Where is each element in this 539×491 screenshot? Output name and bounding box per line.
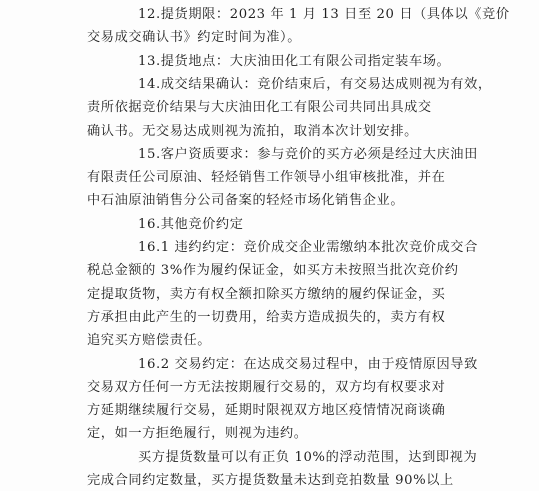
clause-16-1-line-3: 定提取货物，卖方有权全额扣除买方缴纳的履约保证金，买	[87, 287, 446, 302]
quantity-clause-line-2: 完成合同约定数量，买方提货数量未达到竞拍数量 90%以上	[87, 473, 454, 488]
clause-16-2-line-1: 16.2 交易约定：在达成交易过程中，由于疫情原因导致	[138, 357, 478, 372]
clause-12-line-1: 12.提货期限：2023 年 1 月 13 日至 20 日（具体以《竞价	[138, 7, 510, 22]
clause-16-2-line-2: 交易双方任何一方无法按期履行交易的，双方均有权要求对	[87, 380, 446, 395]
clause-16-1-line-1: 16.1 违约约定：竞价成交企业需缴纳本批次竞价成交合	[138, 240, 478, 255]
clause-16-2-line-4: 定，如一方拒绝履行，则视为违约。	[87, 426, 308, 441]
clause-13-line-1: 13.提货地点：大庆油田化工有限公司指定装车场。	[138, 54, 451, 69]
clause-16-1-line-5: 追究买方赔偿责任。	[87, 333, 212, 348]
clause-16-1-line-2: 税总金额的 3%作为履约保证金，如买方未按照当批次竞价约	[87, 263, 459, 278]
clause-15-line-2: 有限责任公司原油、轻烃销售工作领导小组审核批准，并在	[87, 170, 446, 185]
clause-16-1-line-4: 方承担由此产生的一切费用，给卖方造成损失的，卖方有权	[87, 310, 446, 325]
clause-12-line-2: 交易成交确认书》约定时间为准）。	[87, 30, 301, 45]
clause-16-2-line-3: 方延期继续履行交易，延期时限视双方地区疫情情况商谈确	[87, 403, 446, 418]
clause-15-line-3: 中石油原油销售分公司备案的轻烃市场化销售企业。	[87, 193, 405, 208]
clause-14-line-3: 确认书。无交易达成则视为流拍，取消本次计划安排。	[87, 124, 418, 139]
clause-14-line-2: 责所依据竞价结果与大庆油田化工有限公司共同出具成交	[87, 100, 432, 115]
clause-15-line-1: 15.客户资质要求：参与竞价的买方必须是经过大庆油田	[138, 147, 478, 162]
clause-14-line-1: 14.成交结果确认：竞价结束后，有交易达成则视为有效，	[138, 77, 492, 92]
quantity-clause-line-1: 买方提货数量可以有正负 10%的浮动范围，达到即视为	[138, 450, 478, 465]
clause-16-heading: 16.其他竞价约定	[138, 217, 244, 232]
